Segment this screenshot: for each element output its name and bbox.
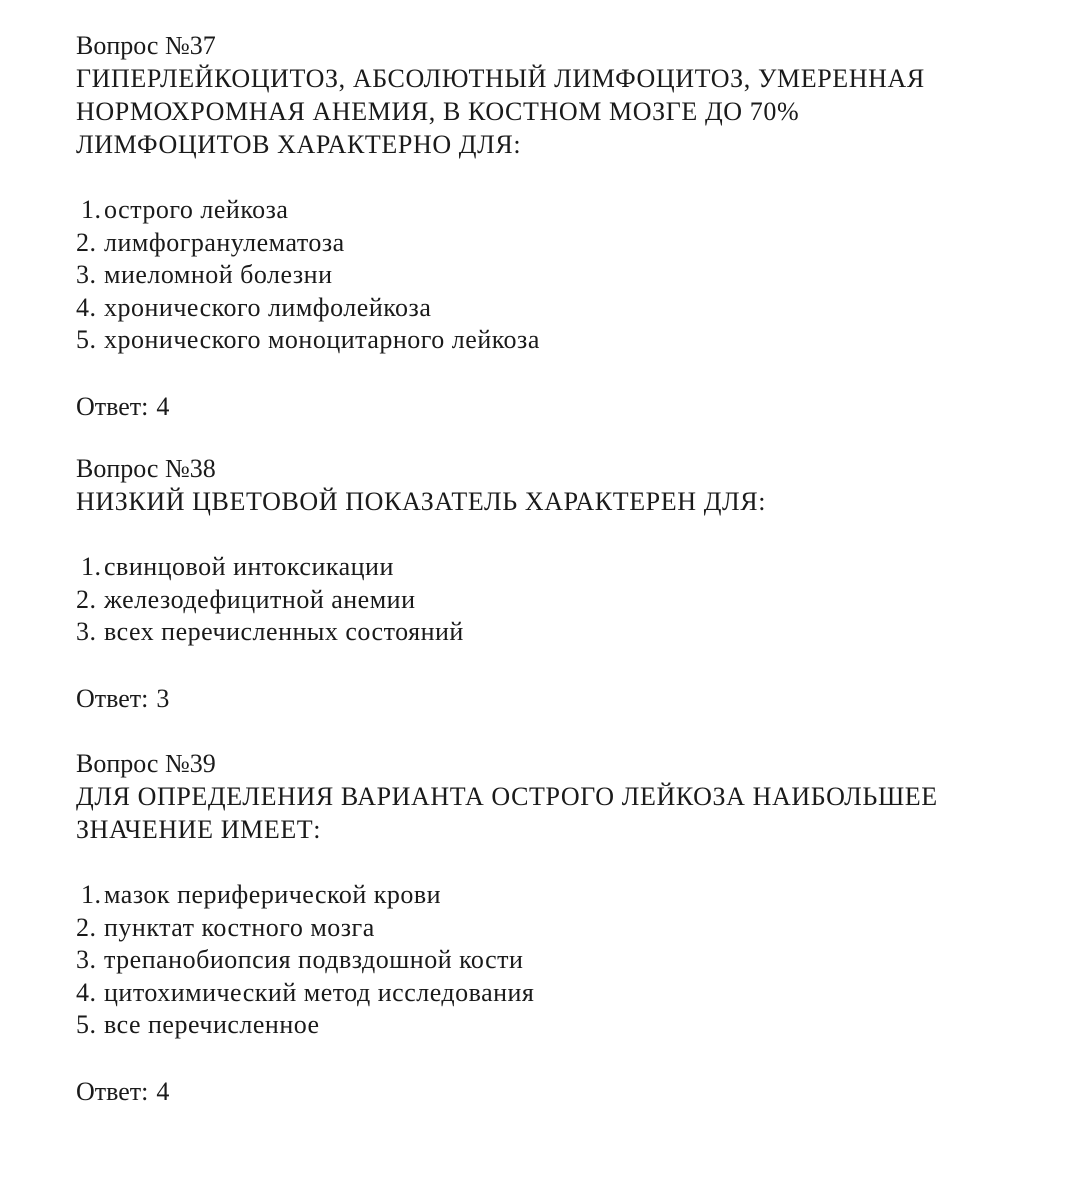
option-item	[76, 1009, 1036, 1042]
option-text: железодефицитной анемии	[104, 584, 416, 614]
option-number: 3.	[76, 617, 97, 647]
answer-label: Ответ:	[76, 1076, 149, 1106]
answer-options	[76, 879, 1036, 1042]
question-text: ДЛЯ ОПРЕДЕЛЕНИЯ ВАРИАНТА ОСТРОГО ЛЕЙКОЗА НАИБОЛЬШЕЕ ЗНАЧЕНИЕ ИМЕЕТ:	[76, 782, 938, 844]
option-item	[76, 259, 1036, 292]
option-text: острого лейкоза	[104, 195, 289, 224]
option-number: 2.	[76, 227, 97, 257]
option-text: хронического моноцитарного лейкоза	[104, 325, 540, 355]
option-item	[76, 292, 1036, 325]
option-number: 3.	[76, 945, 97, 975]
answer-value: 3	[156, 683, 170, 713]
option-number: 3.	[76, 260, 97, 290]
option-item	[76, 912, 1036, 945]
option-item	[76, 879, 1036, 912]
option-item	[76, 227, 1036, 260]
question-title: Вопрос №38	[76, 454, 216, 483]
document-page	[76, 29, 1036, 1108]
option-item	[76, 194, 1036, 227]
question-title: Вопрос №39	[76, 749, 216, 778]
option-number: 4.	[76, 977, 97, 1007]
option-item	[76, 551, 1036, 584]
question-title: Вопрос №37	[76, 31, 216, 60]
answer-value: 4	[156, 391, 170, 421]
option-item	[76, 977, 1036, 1010]
answer-options	[76, 194, 1036, 357]
answer-line	[76, 1075, 1036, 1108]
answer-options	[76, 551, 1036, 649]
question-block-39	[76, 747, 1036, 1108]
option-text: миеломной болезни	[104, 260, 333, 290]
option-text: хронического лимфолейкоза	[104, 292, 432, 322]
question-text: ГИПЕРЛЕЙКОЦИТОЗ, АБСОЛЮТНЫЙ ЛИМФОЦИТОЗ, УМЕРЕННАЯ НОРМОХРОМНАЯ АНЕМИЯ, В КОСТНОМ МОЗГЕ ДО 70% ЛИМФОЦИТОВ ХАРАКТЕРНО ДЛЯ:	[76, 64, 925, 159]
answer-label: Ответ:	[76, 683, 149, 713]
option-number: 5.	[76, 1010, 97, 1040]
answer-label: Ответ:	[76, 391, 149, 421]
option-item	[76, 944, 1036, 977]
question-text: НИЗКИЙ ЦВЕТОВОЙ ПОКАЗАТЕЛЬ ХАРАКТЕРЕН ДЛЯ:	[76, 487, 767, 516]
option-text: все перечисленное	[104, 1010, 320, 1040]
option-text: всех перечисленных состояний	[104, 617, 464, 647]
option-item	[76, 616, 1036, 649]
answer-line	[76, 682, 1036, 715]
option-item	[76, 584, 1036, 617]
option-item	[76, 324, 1036, 357]
answer-value: 4	[156, 1076, 170, 1106]
option-number: 1.	[81, 195, 102, 224]
option-number: 1.	[81, 552, 102, 581]
option-text: свинцовой интоксикации	[104, 552, 394, 581]
option-number: 4.	[76, 292, 97, 322]
option-text: мазок периферической крови	[104, 880, 442, 909]
option-text: трепанобиопсия подвздошной кости	[104, 945, 524, 975]
option-text: пунктат костного мозга	[104, 912, 375, 942]
option-text: цитохимический метод исследования	[104, 977, 535, 1007]
option-text: лимфогранулематоза	[104, 227, 345, 257]
option-number: 2.	[76, 584, 97, 614]
option-number: 5.	[76, 325, 97, 355]
answer-line	[76, 390, 1036, 423]
option-number: 2.	[76, 912, 97, 942]
option-number: 1.	[81, 880, 102, 909]
question-block-37	[76, 29, 1036, 452]
question-block-38	[76, 452, 1036, 747]
